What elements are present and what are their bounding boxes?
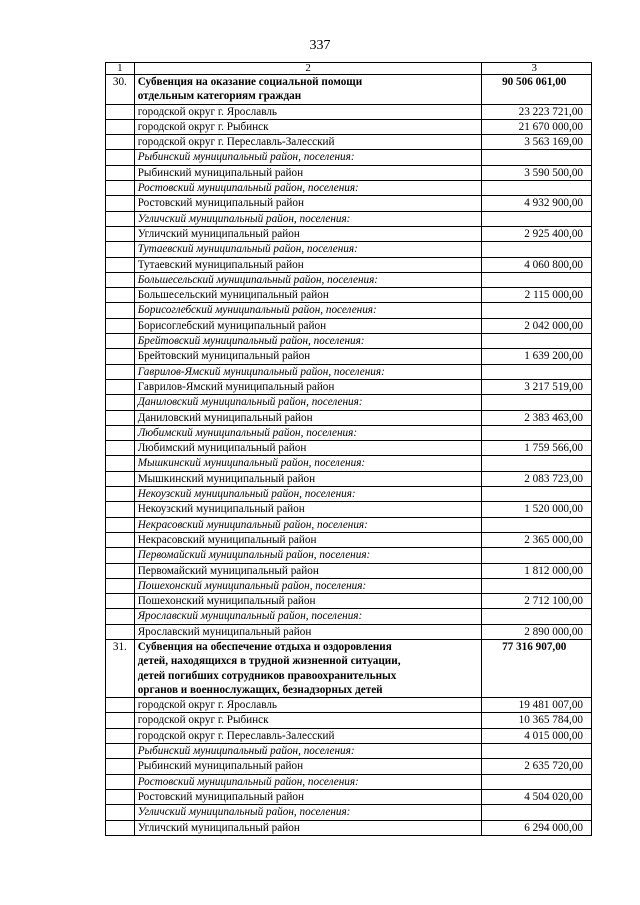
row-number-cell — [106, 119, 135, 134]
recipient-name: городской округ г. Ярославль — [134, 698, 482, 713]
row-number-cell — [106, 410, 135, 425]
district-name: Ростовский муниципальный район, поселения: — [134, 774, 482, 789]
column-header-3: 3 — [482, 63, 592, 75]
recipient-name: Ростовский муниципальный район — [134, 789, 482, 804]
table-row — [106, 728, 592, 743]
amount-cell: 2 365 000,00 — [482, 532, 592, 547]
row-number-cell — [106, 698, 135, 713]
table-row — [106, 135, 592, 150]
district-heading-row — [106, 744, 592, 759]
section-title — [134, 639, 482, 697]
row-number-cell — [106, 226, 135, 241]
table-row — [106, 594, 592, 609]
row-number-cell — [106, 379, 135, 394]
district-heading-row — [106, 334, 592, 349]
amount-cell: 2 083 723,00 — [482, 471, 592, 486]
amount-cell — [482, 150, 592, 165]
amount-cell — [482, 425, 592, 440]
amount-cell — [482, 487, 592, 502]
amount-cell: 2 042 000,00 — [482, 318, 592, 333]
table-row — [106, 789, 592, 804]
recipient-name: Даниловский муниципальный район — [134, 410, 482, 425]
district-heading-row — [106, 303, 592, 318]
amount-cell: 2 115 000,00 — [482, 288, 592, 303]
amount-cell: 10 365 784,00 — [482, 713, 592, 728]
amount-cell — [482, 272, 592, 287]
recipient-name: Гаврилов-Ямский муниципальный район — [134, 379, 482, 394]
row-number-cell — [106, 563, 135, 578]
table-row — [106, 532, 592, 547]
section-title-line: отдельным категориям граждан — [137, 90, 302, 103]
recipient-name: Рыбинский муниципальный район — [134, 165, 482, 180]
table-row — [106, 104, 592, 119]
amount-cell — [482, 744, 592, 759]
row-number-cell — [106, 759, 135, 774]
recipient-name: Некрасовский муниципальный район — [134, 532, 482, 547]
table-row — [106, 759, 592, 774]
row-number-cell — [106, 728, 135, 743]
row-number-cell — [106, 502, 135, 517]
table-row — [106, 226, 592, 241]
row-number-cell — [106, 456, 135, 471]
table-row — [106, 713, 592, 728]
recipient-name: городской округ г. Переславль-Залесский — [134, 135, 482, 150]
district-name: Пошехонский муниципальный район, поселения: — [134, 578, 482, 593]
district-name: Рыбинский муниципальный район, поселения: — [134, 744, 482, 759]
column-header-2: 2 — [134, 63, 482, 75]
section-title-line: Субвенция на оказание социальной помощи — [137, 76, 363, 88]
amount-cell — [482, 395, 592, 410]
row-number-cell — [106, 441, 135, 456]
amount-cell: 1 639 200,00 — [482, 349, 592, 364]
table-row — [106, 624, 592, 639]
district-heading-row — [106, 395, 592, 410]
amount-cell: 3 590 500,00 — [482, 165, 592, 180]
amount-cell — [482, 609, 592, 624]
row-number-cell — [106, 789, 135, 804]
amount-cell: 4 932 900,00 — [482, 196, 592, 211]
section-row — [106, 75, 592, 105]
row-number-cell — [106, 349, 135, 364]
amount-cell: 2 925 400,00 — [482, 226, 592, 241]
amount-cell: 3 217 519,00 — [482, 379, 592, 394]
recipient-name: Пошехонский муниципальный район — [134, 594, 482, 609]
section-total: 90 506 061,00 — [482, 75, 592, 105]
amount-cell: 1 812 000,00 — [482, 563, 592, 578]
row-number-cell — [106, 471, 135, 486]
row-number-cell — [106, 135, 135, 150]
recipient-name: Некоузский муниципальный район — [134, 502, 482, 517]
section-number: 31. — [106, 639, 135, 697]
row-number-cell — [106, 150, 135, 165]
table-row — [106, 165, 592, 180]
amount-cell — [482, 181, 592, 196]
recipient-name: Угличский муниципальный район — [134, 226, 482, 241]
section-total: 77 316 907,00 — [482, 639, 592, 697]
amount-cell — [482, 334, 592, 349]
row-number-cell — [106, 257, 135, 272]
row-number-cell — [106, 594, 135, 609]
table-row — [106, 196, 592, 211]
row-number-cell — [106, 425, 135, 440]
amount-cell: 19 481 007,00 — [482, 698, 592, 713]
amount-cell: 1 520 000,00 — [482, 502, 592, 517]
district-name: Угличский муниципальный район, поселения: — [134, 211, 482, 226]
amount-cell — [482, 242, 592, 257]
row-number-cell — [106, 211, 135, 226]
section-number: 30. — [106, 75, 135, 105]
row-number-cell — [106, 774, 135, 789]
row-number-cell — [106, 395, 135, 410]
district-name: Мышкинский муниципальный район, поселения: — [134, 456, 482, 471]
amount-cell: 4 060 800,00 — [482, 257, 592, 272]
row-number-cell — [106, 318, 135, 333]
district-heading-row — [106, 456, 592, 471]
budget-table — [105, 62, 592, 836]
district-name: Угличский муниципальный район, поселения: — [134, 805, 482, 820]
column-header-1: 1 — [106, 63, 135, 75]
row-number-cell — [106, 805, 135, 820]
amount-cell — [482, 364, 592, 379]
row-number-cell — [106, 334, 135, 349]
district-heading-row — [106, 425, 592, 440]
row-number-cell — [106, 242, 135, 257]
district-heading-row — [106, 211, 592, 226]
row-number-cell — [106, 517, 135, 532]
table-row — [106, 698, 592, 713]
row-number-cell — [106, 272, 135, 287]
section-row — [106, 639, 592, 697]
table-row — [106, 820, 592, 835]
row-number-cell — [106, 196, 135, 211]
district-heading-row — [106, 609, 592, 624]
recipient-name: Тутаевский муниципальный район — [134, 257, 482, 272]
district-name: Даниловский муниципальный район, поселения: — [134, 395, 482, 410]
district-heading-row — [106, 364, 592, 379]
row-number-cell — [106, 288, 135, 303]
recipient-name: Ярославский муниципальный район — [134, 624, 482, 639]
recipient-name: Ростовский муниципальный район — [134, 196, 482, 211]
recipient-name: Угличский муниципальный район — [134, 820, 482, 835]
amount-cell — [482, 456, 592, 471]
table-row — [106, 318, 592, 333]
amount-cell — [482, 211, 592, 226]
recipient-name: городской округ г. Переславль-Залесский — [134, 728, 482, 743]
table-row — [106, 257, 592, 272]
table-row — [106, 349, 592, 364]
district-heading-row — [106, 487, 592, 502]
section-title-line: детей погибших сотрудников правоохранительных — [137, 669, 397, 682]
section-title-line: Субвенция на обеспечение отдыха и оздоровления — [137, 640, 392, 653]
row-number-cell — [106, 609, 135, 624]
district-heading-row — [106, 272, 592, 287]
district-name: Рыбинский муниципальный район, поселения: — [134, 150, 482, 165]
amount-cell — [482, 578, 592, 593]
amount-cell: 21 670 000,00 — [482, 119, 592, 134]
section-title — [134, 75, 482, 105]
district-heading-row — [106, 578, 592, 593]
amount-cell: 2 712 100,00 — [482, 594, 592, 609]
amount-cell — [482, 517, 592, 532]
amount-cell: 4 504 020,00 — [482, 789, 592, 804]
row-number-cell — [106, 165, 135, 180]
row-number-cell — [106, 578, 135, 593]
district-name: Брейтовский муниципальный район, поселения: — [134, 334, 482, 349]
row-number-cell — [106, 820, 135, 835]
row-number-cell — [106, 548, 135, 563]
district-heading-row — [106, 242, 592, 257]
amount-cell: 2 383 463,00 — [482, 410, 592, 425]
amount-cell — [482, 774, 592, 789]
recipient-name: Борисоглебский муниципальный район — [134, 318, 482, 333]
table-row — [106, 379, 592, 394]
table-row — [106, 471, 592, 486]
district-heading-row — [106, 548, 592, 563]
table-row — [106, 410, 592, 425]
amount-cell: 6 294 000,00 — [482, 820, 592, 835]
row-number-cell — [106, 181, 135, 196]
amount-cell: 23 223 721,00 — [482, 104, 592, 119]
district-name: Большесельский муниципальный район, поселения: — [134, 272, 482, 287]
row-number-cell — [106, 713, 135, 728]
table-header-row — [106, 63, 592, 75]
section-title-line: детей, находящихся в трудной жизненной ситуации, — [137, 655, 401, 668]
table-row — [106, 502, 592, 517]
row-number-cell — [106, 303, 135, 318]
section-title-line: органов и военнослужащих, безнадзорных детей — [137, 683, 383, 696]
row-number-cell — [106, 532, 135, 547]
district-name: Любимский муниципальный район, поселения: — [134, 425, 482, 440]
recipient-name: Брейтовский муниципальный район — [134, 349, 482, 364]
district-heading-row — [106, 805, 592, 820]
recipient-name: Первомайский муниципальный район — [134, 563, 482, 578]
recipient-name: городской округ г. Рыбинск — [134, 119, 482, 134]
amount-cell: 3 563 169,00 — [482, 135, 592, 150]
row-number-cell — [106, 744, 135, 759]
recipient-name: Любимский муниципальный район — [134, 441, 482, 456]
district-name: Некрасовский муниципальный район, поселения: — [134, 517, 482, 532]
row-number-cell — [106, 487, 135, 502]
row-number-cell — [106, 624, 135, 639]
district-name: Борисоглебский муниципальный район, поселения: — [134, 303, 482, 318]
row-number-cell — [106, 104, 135, 119]
district-heading-row — [106, 517, 592, 532]
row-number-cell — [106, 364, 135, 379]
table-row — [106, 288, 592, 303]
amount-cell — [482, 303, 592, 318]
amount-cell: 2 890 000,00 — [482, 624, 592, 639]
amount-cell — [482, 805, 592, 820]
district-heading-row — [106, 774, 592, 789]
district-name: Гаврилов-Ямский муниципальный район, поселения: — [134, 364, 482, 379]
recipient-name: Мышкинский муниципальный район — [134, 471, 482, 486]
district-heading-row — [106, 150, 592, 165]
recipient-name: городской округ г. Рыбинск — [134, 713, 482, 728]
recipient-name: Рыбинский муниципальный район — [134, 759, 482, 774]
recipient-name: городской округ г. Ярославль — [134, 104, 482, 119]
table-row — [106, 441, 592, 456]
table-row — [106, 119, 592, 134]
district-name: Тутаевский муниципальный район, поселения: — [134, 242, 482, 257]
recipient-name: Большесельский муниципальный район — [134, 288, 482, 303]
district-heading-row — [106, 181, 592, 196]
district-name: Ростовский муниципальный район, поселения: — [134, 181, 482, 196]
district-name: Некоузский муниципальный район, поселения: — [134, 487, 482, 502]
district-name: Ярославский муниципальный район, поселения: — [134, 609, 482, 624]
amount-cell: 1 759 566,00 — [482, 441, 592, 456]
district-name: Первомайский муниципальный район, поселения: — [134, 548, 482, 563]
amount-cell: 2 635 720,00 — [482, 759, 592, 774]
table-row — [106, 563, 592, 578]
amount-cell: 4 015 000,00 — [482, 728, 592, 743]
page-number: 337 — [309, 38, 331, 53]
amount-cell — [482, 548, 592, 563]
